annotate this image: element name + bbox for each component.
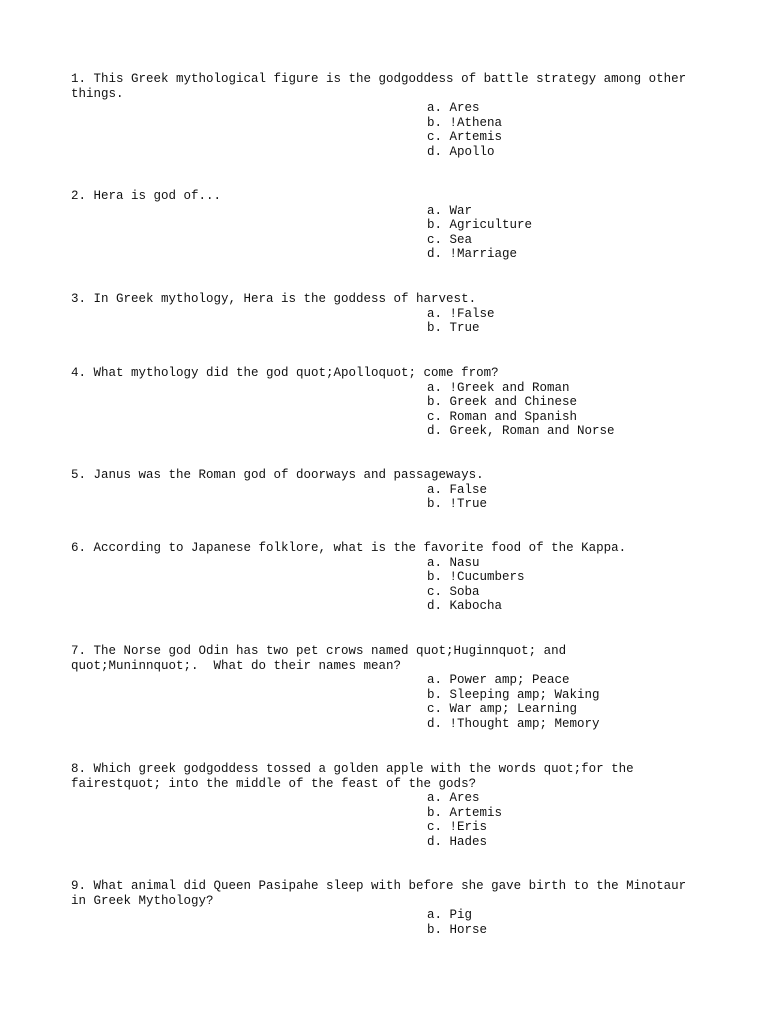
answer-option: a. False	[427, 482, 488, 497]
answer-option: a. Power amp; Peace	[427, 673, 570, 688]
answer-option: b. !Cucumbers	[427, 570, 525, 585]
question-9	[71, 879, 701, 937]
answer-option: d. Apollo	[427, 144, 495, 159]
question-text: 1. This Greek mythological figure is the godgoddess of battle strategy among other things.	[71, 72, 694, 101]
answer-option: d. Greek, Roman and Norse	[427, 424, 615, 439]
question-5	[71, 468, 701, 512]
answer-option: c. War amp; Learning	[427, 702, 578, 717]
answer-option: a. Nasu	[427, 555, 480, 570]
answer-option: c. !Eris	[427, 820, 488, 835]
answer-option: b. Artemis	[427, 805, 503, 820]
question-1	[71, 72, 701, 160]
answer-option: b. True	[427, 321, 480, 336]
answer-option: d. Hades	[427, 834, 488, 849]
answer-option: a. Ares	[427, 101, 480, 116]
answer-options	[71, 307, 701, 336]
question-text: 8. Which greek godgoddess tossed a golden apple with the words quot;for the fairestquot; into the middle of the feast of the gods?	[71, 762, 634, 791]
answer-option: c. Sea	[427, 232, 473, 247]
answer-option: a. War	[427, 203, 473, 218]
answer-option: b. Horse	[427, 922, 488, 937]
answer-options	[71, 204, 701, 262]
question-text: 5. Janus was the Roman god of doorways and passageways.	[71, 468, 484, 482]
answer-option: b. Greek and Chinese	[427, 395, 578, 410]
question-text: 3. In Greek mythology, Hera is the goddess of harvest.	[71, 292, 477, 306]
answer-option: c. Roman and Spanish	[427, 409, 578, 424]
answer-options	[71, 673, 701, 731]
answer-option: c. Soba	[427, 584, 480, 599]
answer-option: a. !False	[427, 306, 495, 321]
answer-option: b. !True	[427, 497, 488, 512]
answer-option: b. Agriculture	[427, 218, 533, 233]
answer-option: d. !Marriage	[427, 247, 518, 262]
question-text: 2. Hera is god of...	[71, 189, 222, 203]
question-text: 4. What mythology did the god quot;Apolloquot; come from?	[71, 366, 499, 380]
answer-option: a. Ares	[427, 791, 480, 806]
question-7	[71, 644, 701, 732]
answer-options	[71, 908, 701, 937]
answer-option: a. !Greek and Roman	[427, 380, 570, 395]
question-8	[71, 762, 701, 850]
answer-options	[71, 556, 701, 614]
answer-options	[71, 381, 701, 439]
answer-option: b. !Athena	[427, 115, 503, 130]
answer-options	[71, 101, 701, 159]
question-3	[71, 292, 701, 336]
question-2	[71, 189, 701, 262]
question-text: 6. According to Japanese folklore, what is the favorite food of the Kappa.	[71, 541, 627, 555]
question-6	[71, 541, 701, 614]
answer-option: b. Sleeping amp; Waking	[427, 687, 600, 702]
answer-options	[71, 791, 701, 849]
answer-option: d. !Thought amp; Memory	[427, 716, 600, 731]
question-text: 9. What animal did Queen Pasipahe sleep with before she gave birth to the Minotaur in Greek Mythology?	[71, 879, 687, 908]
question-4	[71, 366, 701, 439]
answer-options	[71, 483, 701, 512]
answer-option: c. Artemis	[427, 130, 503, 145]
question-text: 7. The Norse god Odin has two pet crows named quot;Huginnquot; and quot;Muninnquot;. What do their names mean?	[71, 644, 567, 673]
answer-option: d. Kabocha	[427, 599, 503, 614]
answer-option: a. Pig	[427, 908, 473, 923]
